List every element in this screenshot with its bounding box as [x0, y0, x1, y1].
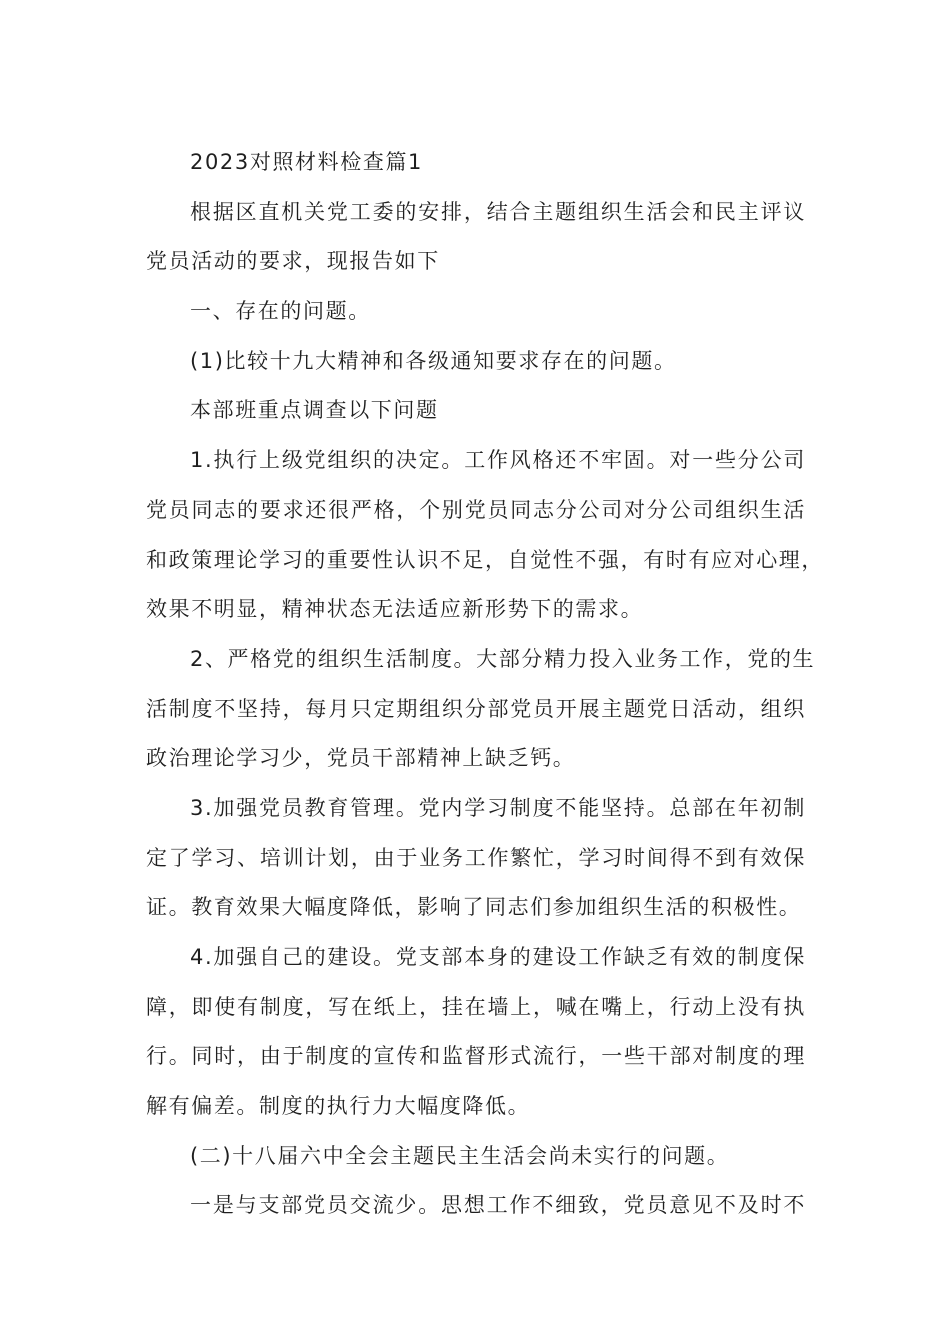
section-heading-problems [146, 287, 806, 337]
paragraph-line: 3.加强党员教育管理。党内学习制度不能坚持。总部在年初制 [190, 795, 806, 820]
paragraph-line: 和政策理论学习的重要性认识不足，自觉性不强，有时有应对心理， [146, 547, 824, 572]
paragraph-line: 定了学习、培训计划，由于业务工作繁忙，学习时间得不到有效保 [146, 845, 806, 870]
paragraph-line: 障，即使有制度，写在纸上，挂在墙上，喊在嘴上，行动上没有执 [146, 994, 806, 1019]
document-body [146, 138, 824, 1231]
paragraph-line: 一、存在的问题。 [190, 299, 371, 324]
paragraph-line: 活制度不坚持，每月只定期组织分部党员开展主题党日活动，组织 [146, 696, 806, 721]
subsection-heading-2 [146, 1132, 806, 1182]
paragraph-line: 党员同志的要求还很严格，个别党员同志分公司对分公司组织生活 [146, 497, 806, 522]
paragraph-line: 一是与支部党员交流少。思想工作不细致，党员意见不及时不 [190, 1193, 806, 1218]
paragraph-line: (二)十八届六中全会主题民主生活会尚未实行的问题。 [190, 1143, 730, 1168]
paragraph-line: 党员活动的要求，现报告如下 [146, 249, 440, 274]
paragraph-line: 效果不明显，精神状态无法适应新形势下的需求。 [146, 597, 644, 622]
paragraph-line: 4.加强自己的建设。党支部本身的建设工作缺乏有效的制度保 [190, 945, 806, 969]
list-item-4 [146, 933, 806, 1132]
paragraph-intro [146, 188, 806, 287]
paragraph-line: 证。教育效果大幅度降低，影响了同志们参加组织生活的积极性。 [146, 895, 802, 920]
paragraph-investigation [146, 386, 806, 436]
paragraph-line: 行。同时，由于制度的宣传和监督形式流行，一些干部对制度的理 [146, 1044, 806, 1069]
paragraph-line: 1.执行上级党组织的决定。工作风格还不牢固。对一些分公司 [190, 448, 806, 473]
paragraph-line: 2、严格党的组织生活制度。大部分精力投入业务工作，党的生 [190, 646, 816, 671]
list-item-2 [146, 635, 816, 784]
paragraph-line: 根据区直机关党工委的安排，结合主题组织生活会和民主评议 [190, 199, 806, 224]
list-item-1 [146, 436, 824, 635]
paragraph-line: (1)比较十九大精神和各级通知要求存在的问题。 [190, 348, 677, 373]
paragraph-communication [146, 1181, 806, 1231]
paragraph-line: 本部班重点调查以下问题 [190, 398, 439, 423]
paragraph-line: 政治理论学习少，党员干部精神上缺乏钙。 [146, 746, 576, 771]
subsection-heading-1 [146, 337, 806, 387]
list-item-3 [146, 784, 806, 933]
document-title: 2023对照材料检查篇1 [190, 150, 424, 174]
paragraph-line: 解有偏差。制度的执行力大幅度降低。 [146, 1094, 531, 1119]
